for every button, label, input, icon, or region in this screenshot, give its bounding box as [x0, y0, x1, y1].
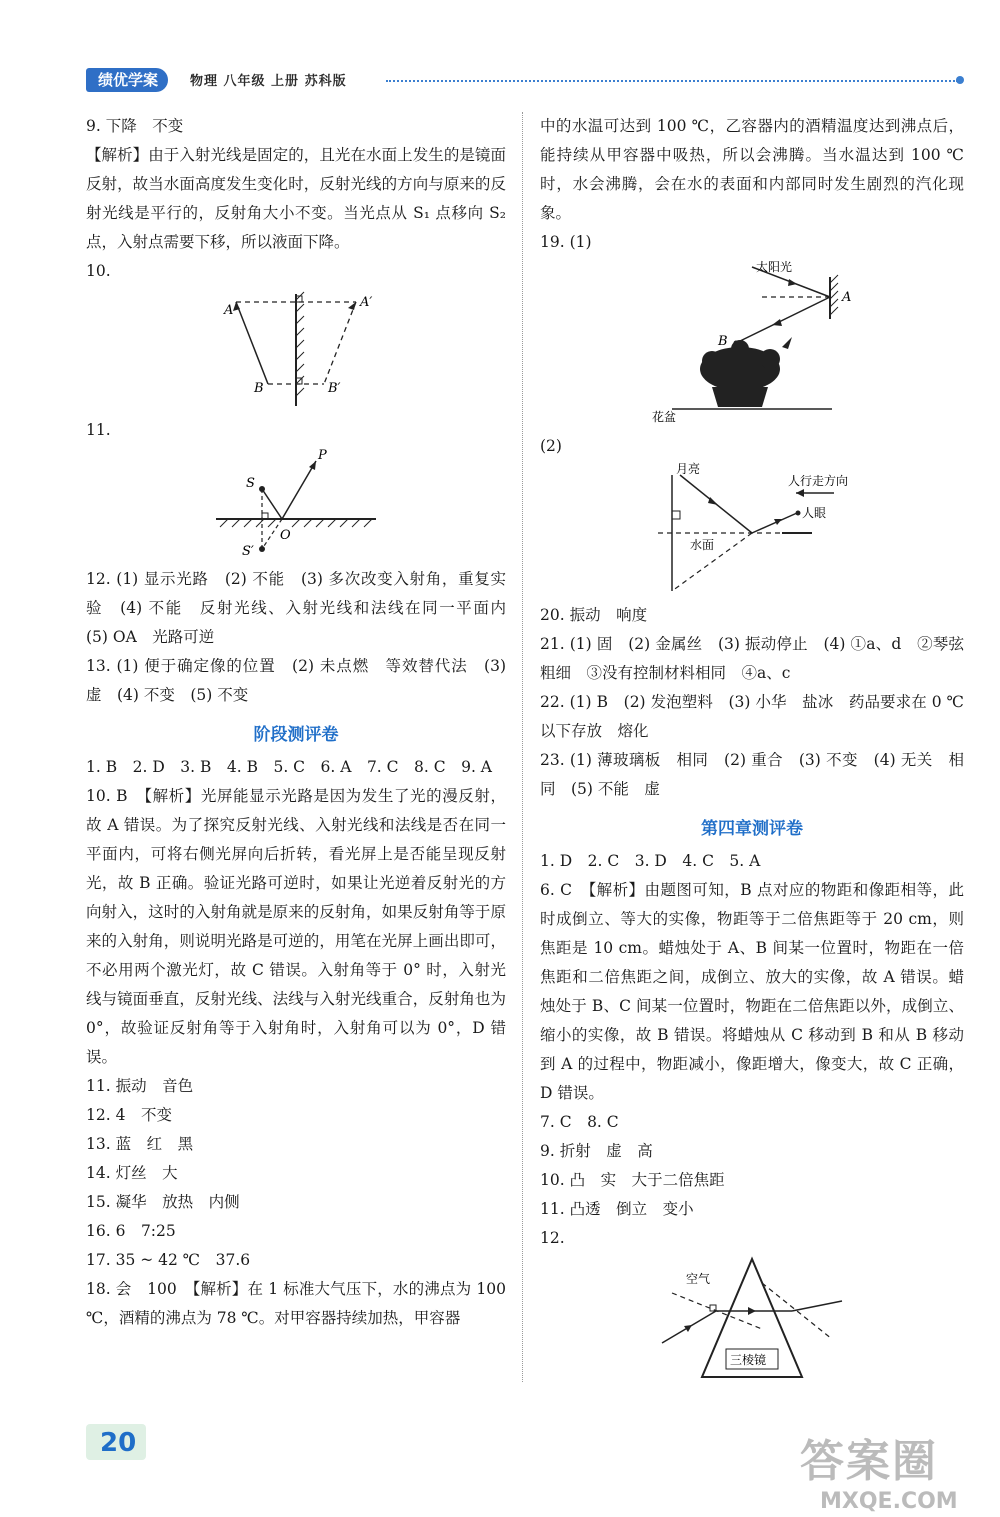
stage-answer-18: 18. 会 100 【解析】在 1 标准大气压下，水的沸点为 100 ℃，酒精的沸点为 78 ℃。对甲容器持续加热，甲容器 — [86, 1280, 506, 1327]
label-B-prime: B′ — [328, 381, 341, 396]
answer-19-part-1: 19. (1) — [540, 233, 592, 251]
label-S: S — [246, 476, 255, 491]
answer-11: 11. — [86, 421, 111, 439]
label-P: P — [318, 448, 327, 463]
stage-answer-15: 15. 凝华 放热 内侧 — [86, 1193, 240, 1211]
label-water-surface: 水面 — [690, 538, 715, 552]
page-header — [86, 66, 966, 96]
label-A-prime: A′ — [360, 295, 373, 310]
chapter-answer-6: 6. C 【解析】由题图可知，B 点对应的物距和像距相等，此时成倒立、等大的实像，物距等于二倍焦距等于 20 cm，则焦距是 10 cm。蜡烛处于 A、B 间某一位置时，物距在一倍焦距和二倍焦距之间，成倒立、放大的实像，故 A 错误。蜡烛处于 B、C 间某一位置时，物距在二倍焦距以外，成倒立、缩小的实像，故 B 错误。将蜡烛从 C 移动到 B 和从 B 移动到 A 的过程中，物距减小，像距增大，像变大，故 C 正确，D 错误。 — [540, 881, 964, 1102]
figure-10-mirror-diagram — [206, 286, 386, 416]
stage-answer-17: 17. 35 ~ 42 ℃ 37.6 — [86, 1251, 251, 1269]
stage-answer-12: 12. 4 不变 — [86, 1106, 172, 1124]
chapter-answer-10: 10. 凸 实 大于二倍焦距 — [540, 1171, 725, 1189]
watermark-logo: 答案圈 — [800, 1436, 938, 1487]
label-sunlight: 太阳光 — [756, 260, 793, 274]
label-walking-direction: 人行走方向 — [788, 474, 849, 488]
chapter-answer-11: 11. 凸透 倒立 变小 — [540, 1200, 694, 1218]
answer-10: 10. — [86, 262, 111, 280]
label-S-prime: S′ — [242, 544, 254, 559]
section-title-chapter-4-test: 第四章测评卷 — [701, 819, 803, 839]
column-divider — [522, 112, 523, 1382]
answer-23: 23. (1) 薄玻璃板 相同 (2) 重合 (3) 不变 (4) 无关 相同 (5) 不能 虚 — [540, 751, 964, 798]
label-A: A — [842, 290, 852, 305]
stage-answer-14: 14. 灯丝 大 — [86, 1164, 178, 1182]
label-A: A — [224, 303, 234, 318]
brand-logo: 绩优学案 — [86, 68, 168, 92]
answer-21: 21. (1) 固 (2) 金属丝 (3) 振动停止 (4) ①a、d ②琴弦粗细 ③没有控制材料相同 ④a、c — [540, 635, 964, 682]
stage-answer-18-continued: 中的水温可达到 100 ℃，乙容器内的酒精温度达到沸点后，能持续从甲容器中吸热，所以会沸腾。当水温达到 100 ℃ 时，水会沸腾，会在水的表面和内部同时发生剧烈的汽化现象。 — [540, 117, 964, 222]
label-B: B — [718, 334, 728, 349]
label-flowerpot: 花盆 — [652, 410, 677, 424]
answer-13: 13. (1) 便于确定像的位置 (2) 未点燃 等效替代法 (3) 虚 (4) 不变 (5) 不变 — [86, 657, 506, 704]
right-column — [540, 112, 964, 1383]
stage-answers-1-9: 1. B 2. D 3. B 4. B 5. C 6. A 7. C 8. C 9. A — [86, 758, 493, 776]
stage-answer-13: 13. 蓝 红 黑 — [86, 1135, 194, 1153]
label-O: O — [280, 528, 291, 543]
answer-12: 12. (1) 显示光路 (2) 不能 (3) 多次改变入射角，重复实验 (4) 不能 反射光线、入射光线和法线在同一平面内 (5) OA 光路可逆 — [86, 570, 522, 646]
chapter-answer-12: 12. — [540, 1229, 565, 1247]
label-air: 空气 — [686, 1272, 711, 1286]
header-divider — [386, 80, 958, 82]
stage-answer-16: 16. 6 7:25 — [86, 1222, 176, 1240]
chapter-answers-7-8: 7. C 8. C — [540, 1113, 619, 1131]
figure-11-reflection-diagram — [206, 445, 386, 565]
answer-22: 22. (1) B (2) 发泡塑料 (3) 小华 盐冰 药品要求在 0 ℃ 以下存放 熔化 — [540, 693, 964, 740]
answer-20: 20. 振动 响度 — [540, 606, 648, 624]
page-number: 20 — [100, 1428, 137, 1458]
label-moon: 月亮 — [676, 462, 701, 476]
label-B: B — [254, 381, 264, 396]
watermark — [800, 1425, 958, 1514]
left-column — [86, 112, 522, 1333]
stage-answer-11: 11. 振动 音色 — [86, 1077, 194, 1095]
label-prism: 三棱镜 — [730, 1353, 767, 1367]
answer-19-part-2: (2) — [540, 437, 562, 455]
header-dot — [956, 76, 964, 84]
answer-9-explanation: 【解析】由于入射光线是固定的，且光在水面上发生的是镜面反射，故当水面高度发生变化时，反射光线的方向与原来的反射光线是平行的，反射角大小不变。当光点从 S₁ 点移向 S₂ 点，入射点需要下移，所以液面下降。 — [86, 146, 506, 251]
figure-19-sunlight-diagram — [632, 257, 872, 432]
label-eye: 人眼 — [802, 506, 827, 520]
book-info: 物理 八年级 上册 苏科版 — [190, 74, 347, 89]
section-title-stage-test: 阶段测评卷 — [253, 725, 339, 745]
answer-9: 9. 下降 不变 — [86, 117, 184, 135]
chapter-answer-9: 9. 折射 虚 高 — [540, 1142, 653, 1160]
stage-answer-10: 10. B 【解析】光屏能显示光路是因为发生了光的漫反射，故 A 错误。为了探究反射光线、入射光线和法线是否在同一平面内，可将右侧光屏向后折转，看光屏上是否能呈现反射光，故 B 正确。验证光路可逆时，如果让光逆着反射光的方向射入，这时的入射角就是原来的反射角，如果反射角等于原来的入射角，则说明光路是可逆的，用笔在光屏上画出即可，不必用两个激光灯，故 C 错误。入射角等于 0° 时，入射光线与镜面垂直，反射光线、法线与入射光线重合，反射角也为 0°，故验证反射角等于入射角时，入射角可以为 0°，D 错误。 — [86, 787, 506, 1066]
chapter-answers-1-5: 1. D 2. C 3. D 4. C 5. A — [540, 852, 761, 870]
figure-12-prism-diagram — [652, 1253, 852, 1383]
watermark-url: MXQE.COM — [820, 1489, 958, 1514]
figure-19-moon-reflection-diagram — [632, 461, 872, 601]
